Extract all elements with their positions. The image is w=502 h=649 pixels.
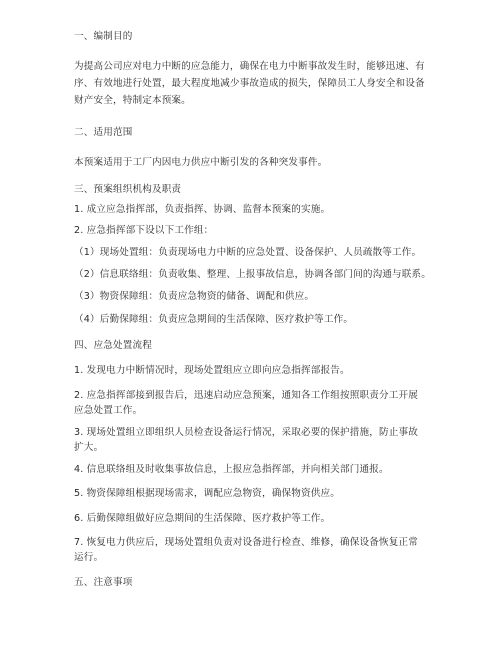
- procedure-step-continuation: 运行。: [74, 552, 104, 563]
- procedure-step: 7. 恢复电力供应后，现场处置组负责对设备进行检查、维修，确保设备恢复正常: [74, 537, 418, 548]
- working-group-item: （1）现场处置组：负责现场电力中断的应急处置、设备保护、人员疏散等工作。: [74, 247, 422, 258]
- procedure-step: 2. 应急指挥部接到报告后，迅速启动应急预案，通知各工作组按照职责分工开展: [74, 390, 418, 401]
- scope-paragraph: 本预案适用于工厂内因电力供应中断引发的各种突发事件。: [74, 157, 328, 168]
- procedure-step-continuation: 应急处置工作。: [74, 405, 143, 416]
- purpose-paragraph-line: 为提高公司应对电力中断的应急能力，确保在电力中断事故发生时，能够迅速、有: [74, 61, 425, 72]
- section-heading-notes: 五、注意事项: [74, 577, 133, 588]
- purpose-paragraph-line: 序、有效地进行处置，最大程度地减少事故造成的损失，保障员工人身安全和设备: [74, 78, 425, 89]
- section-heading-organization: 三、预案组织机构及职责: [74, 184, 182, 195]
- working-group-item: （3）物资保障组：负责应急物资的储备、调配和供应。: [74, 291, 315, 302]
- section-heading-scope: 二、适用范围: [74, 127, 133, 138]
- working-group-item: （2）信息联络组：负责收集、整理、上报事故信息，协调各部门间的沟通与联系。: [74, 269, 432, 280]
- procedure-step: 4. 信息联络组及时收集事故信息，上报应急指挥部，并向相关部门通报。: [74, 464, 389, 475]
- section-heading-purpose: 一、编制目的: [74, 31, 133, 42]
- procedure-step: 6. 后勤保障组做好应急期间的生活保障、医疗救护等工作。: [74, 513, 331, 524]
- procedure-step: 5. 物资保障组根据现场需求，调配应急物资，确保物资供应。: [74, 488, 340, 499]
- section-heading-procedure: 四、应急处置流程: [74, 340, 152, 351]
- procedure-step-continuation: 扩大。: [74, 442, 104, 453]
- working-group-item: （4）后勤保障组：负责应急期间的生活保障、医疗救护等工作。: [74, 314, 354, 325]
- purpose-paragraph-line: 财产安全，特制定本预案。: [74, 95, 191, 106]
- organization-item: 2. 应急指挥部下设以下工作组：: [74, 225, 214, 236]
- procedure-step: 3. 现场处置组立即组织人员检查设备运行情况，采取必要的保护措施，防止事故: [74, 427, 418, 438]
- procedure-step: 1. 发现电力中断情况时，现场处置组应立即向应急指挥部报告。: [74, 365, 350, 376]
- organization-item: 1. 成立应急指挥部，负责指挥、协调、监督本预案的实施。: [74, 204, 331, 215]
